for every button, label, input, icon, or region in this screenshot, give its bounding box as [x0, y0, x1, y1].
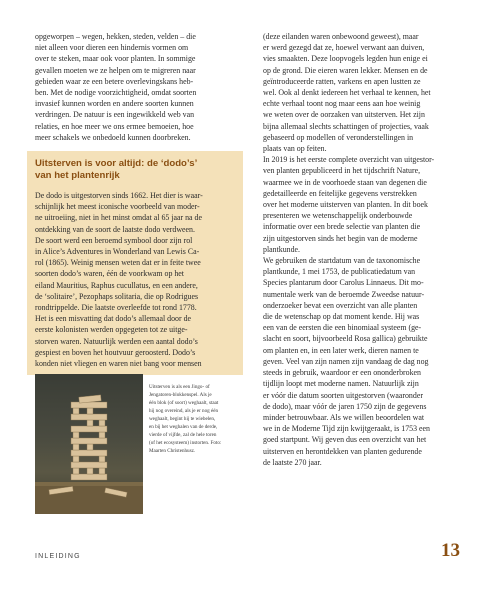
text-line: de laatste 270 jaar. — [263, 457, 322, 467]
text-line: relaties, en hoe meer we ons ermee bemoeien, hoe — [35, 121, 194, 131]
jenga-tower-photo — [35, 374, 143, 514]
left-column — [35, 31, 235, 375]
text-line: een van de eersten die een binomiaal systeem (ge- — [263, 323, 422, 333]
text-line: opgeworpen – wegen, hekken, steden, velden – die — [35, 32, 196, 41]
text-line: In 2019 is het eerste complete overzicht van uitgestor- — [263, 155, 435, 165]
text-line: Species plantarum door Carolus Linnaeus. Dit mo- — [263, 278, 424, 288]
section-title — [35, 158, 235, 182]
text-line: over het moderne uitsterven van planten. In dit boek — [263, 200, 428, 210]
caption-line: en bij het weghalen van de derde, — [149, 424, 218, 430]
caption-line: (of het ecosysteem) instorten. Foto: — [149, 440, 222, 446]
text-line: We gebruiken de startdatum van de taxonomische — [263, 256, 421, 266]
text-line: gebieden waar ze een betere overlevingskans heb- — [35, 76, 194, 86]
text-line: presenteren we wetenschappelijk onderbouwde — [263, 211, 413, 221]
text-line: wel. Ook al denkt iedereen het verhaal te kennen, het — [263, 88, 431, 98]
caption-line: vierde of vijfde, zal de hele toren — [149, 432, 217, 438]
text-line: gebaseerd op modellen of veronderstellingen in — [263, 132, 414, 142]
text-line: steeds in gebruik, waardoor er een ononderbroken — [263, 368, 421, 378]
text-line: minder betrouwbaar. Als we willen beoordelen wat — [263, 412, 425, 422]
caption-line: weghaalt, begint hij te wiebelen, — [149, 416, 216, 422]
text-line: plantkunde. — [263, 244, 301, 254]
text-line: waarmee we in de voorhoede staan van degenen die — [263, 177, 427, 187]
text-line: tijdlijn loopt met moderne namen. Natuurlijk zijn — [263, 379, 419, 389]
left-intro-text — [35, 31, 235, 143]
text-line: uitsterven en herontdekken van planten gedurende — [263, 446, 422, 456]
text-line: zijn uitgestorven sinds het begin van de moderne — [263, 233, 418, 243]
text-line: invasief kunnen worden en andere soorten kunnen — [35, 99, 194, 109]
section-body — [35, 190, 235, 369]
text-line: die de wetenschap op dat moment kende. Hij was — [263, 312, 420, 322]
text-line: (deze eilanden waren onbewoond geweest), maar — [263, 32, 419, 41]
text-line: we in de Moderne Tijd zijn kwijtgeraakt, is 1753 een — [263, 424, 430, 434]
text-line: we weten over de oorzaken van uitsterven. Het zijn — [263, 110, 425, 120]
text-line: informatie over een brede selectie van planten die — [263, 222, 421, 232]
caption-line: Maarten Christenhusz. — [149, 448, 196, 454]
text-line: vies smaakten. Deze loopvogels legden hun enige ei — [263, 54, 428, 64]
text-line: ne uitroeiing, niet in het minst omdat al 65 jaar na de — [35, 213, 202, 223]
text-line: rondtrippelde. Die laatste overleefde tot rond 1778. — [35, 303, 197, 313]
text-line: gedetailleerde en feitelijke gegevens verstrekken — [263, 188, 417, 198]
text-line: De dodo is uitgestorven sinds 1662. Het dier is waar- — [35, 191, 203, 201]
text-line: onderzoeker bevat een overzicht van alle planten — [263, 300, 418, 310]
text-line: niet alleen voor dieren een hindernis vormen om — [35, 43, 189, 53]
text-line: schijnlijk het meest iconische voorbeeld van moder- — [35, 202, 200, 212]
jenga-tower-illustration — [35, 374, 143, 514]
text-line: bijna allemaal slechts schattingen of projecties, vaak — [263, 121, 429, 131]
text-line: geven. Veel van zijn namen zijn vandaag de dag nog — [263, 356, 429, 366]
text-line: geïntroduceerde ratten, varkens en apen lustten ze — [263, 76, 421, 86]
page-number: 13 — [441, 540, 460, 561]
text-line: ven planten gepubliceerd in het tijdschrift Nature, — [263, 166, 421, 176]
text-line: plaats van op feiten. — [263, 144, 327, 154]
photo-caption — [149, 383, 239, 455]
text-line: echte verhaal toont nog maar eens aan hoe weinig — [263, 99, 421, 109]
text-line: er vóór die datum soorten uitgestorven (waaronder — [263, 390, 423, 400]
caption-line: één blok (of soort) weghaalt, staat — [149, 400, 219, 406]
text-line: verdringen. De natuur is een ingewikkeld web van — [35, 110, 195, 120]
text-line: over te steken, maar ook voor planten. In sommige — [35, 54, 196, 64]
text-line: meer schakels we onbedoeld kunnen doorbreken. — [35, 132, 191, 142]
text-line: De soort werd een beroemd symbool door zijn rol — [35, 235, 193, 245]
caption-line: hij nog overeind, als je er nog één — [149, 408, 219, 414]
text-line: om planten en, in een later werk, dieren namen te — [263, 345, 419, 355]
text-line: eiland Mauritius, Raphus cucullatus, en een andere, — [35, 280, 198, 290]
text-line: ontdekking van de soort de laatste dodo verdween. — [35, 224, 195, 234]
right-column — [263, 31, 464, 468]
text-line: eerste kolonisten werden opgegeten tot ze uitge- — [35, 325, 188, 335]
section-title-line: Uitsterven is voor altijd: de ‘dodo’s’ — [35, 158, 198, 170]
text-line: er werd gezegd dat ze, hoewel verwant aan duiven, — [263, 43, 425, 53]
text-line: konden niet vliegen en waren niet bang voor mensen — [35, 359, 202, 369]
text-line: storven waren. Natuurlijk werden een aantal dodo’s — [35, 336, 198, 346]
caption-line: Uitsterven is als een Jingo- of — [149, 384, 210, 390]
text-line: gevallen moeten we ze helpen om te migreren naar — [35, 65, 196, 75]
text-line: numentale werk van de beroemde Zweedse natuur- — [263, 289, 425, 299]
text-line: in Alice’s Adventures in Wonderland van Lewis Ca- — [35, 247, 200, 257]
text-line: op de grond. Die eieren waren lekker. Mensen en de — [263, 65, 428, 75]
text-line: de ‘solitaire’, Pezophaps solitaria, die op Rodrigues — [35, 291, 199, 301]
running-footer-label: INLEIDING — [35, 553, 81, 560]
text-line: goed startpunt. Wij geven dus een overzicht van het — [263, 435, 427, 445]
text-line: Het is een misvatting dat dodo’s allemaal door de — [35, 314, 192, 324]
text-line: slacht en soort, bijvoorbeeld Rosa gallica) gebruikte — [263, 334, 428, 344]
text-line: rol (1865). Weinig mensen weten dat er in feite twee — [35, 258, 201, 268]
text-line: gespiest en boven het houtvuur geroosterd. Dodo’s — [35, 347, 196, 357]
text-line: ben. Met de nodige voorzichtigheid, omdat soorten — [35, 88, 197, 98]
text-line: plantkunde, 1 mei 1753, de publicatiedatum van — [263, 267, 416, 277]
caption-line: Jengatoren-blokkenspel. Als je — [149, 392, 212, 398]
highlighted-section — [27, 151, 243, 375]
text-line: soorten dodo’s waren, één de voorkwam op het — [35, 269, 185, 279]
section-title-line: van het plantenrijk — [35, 170, 120, 182]
text-line: de dodo), maar vóór de jaren 1750 zijn de gegevens — [263, 401, 427, 411]
